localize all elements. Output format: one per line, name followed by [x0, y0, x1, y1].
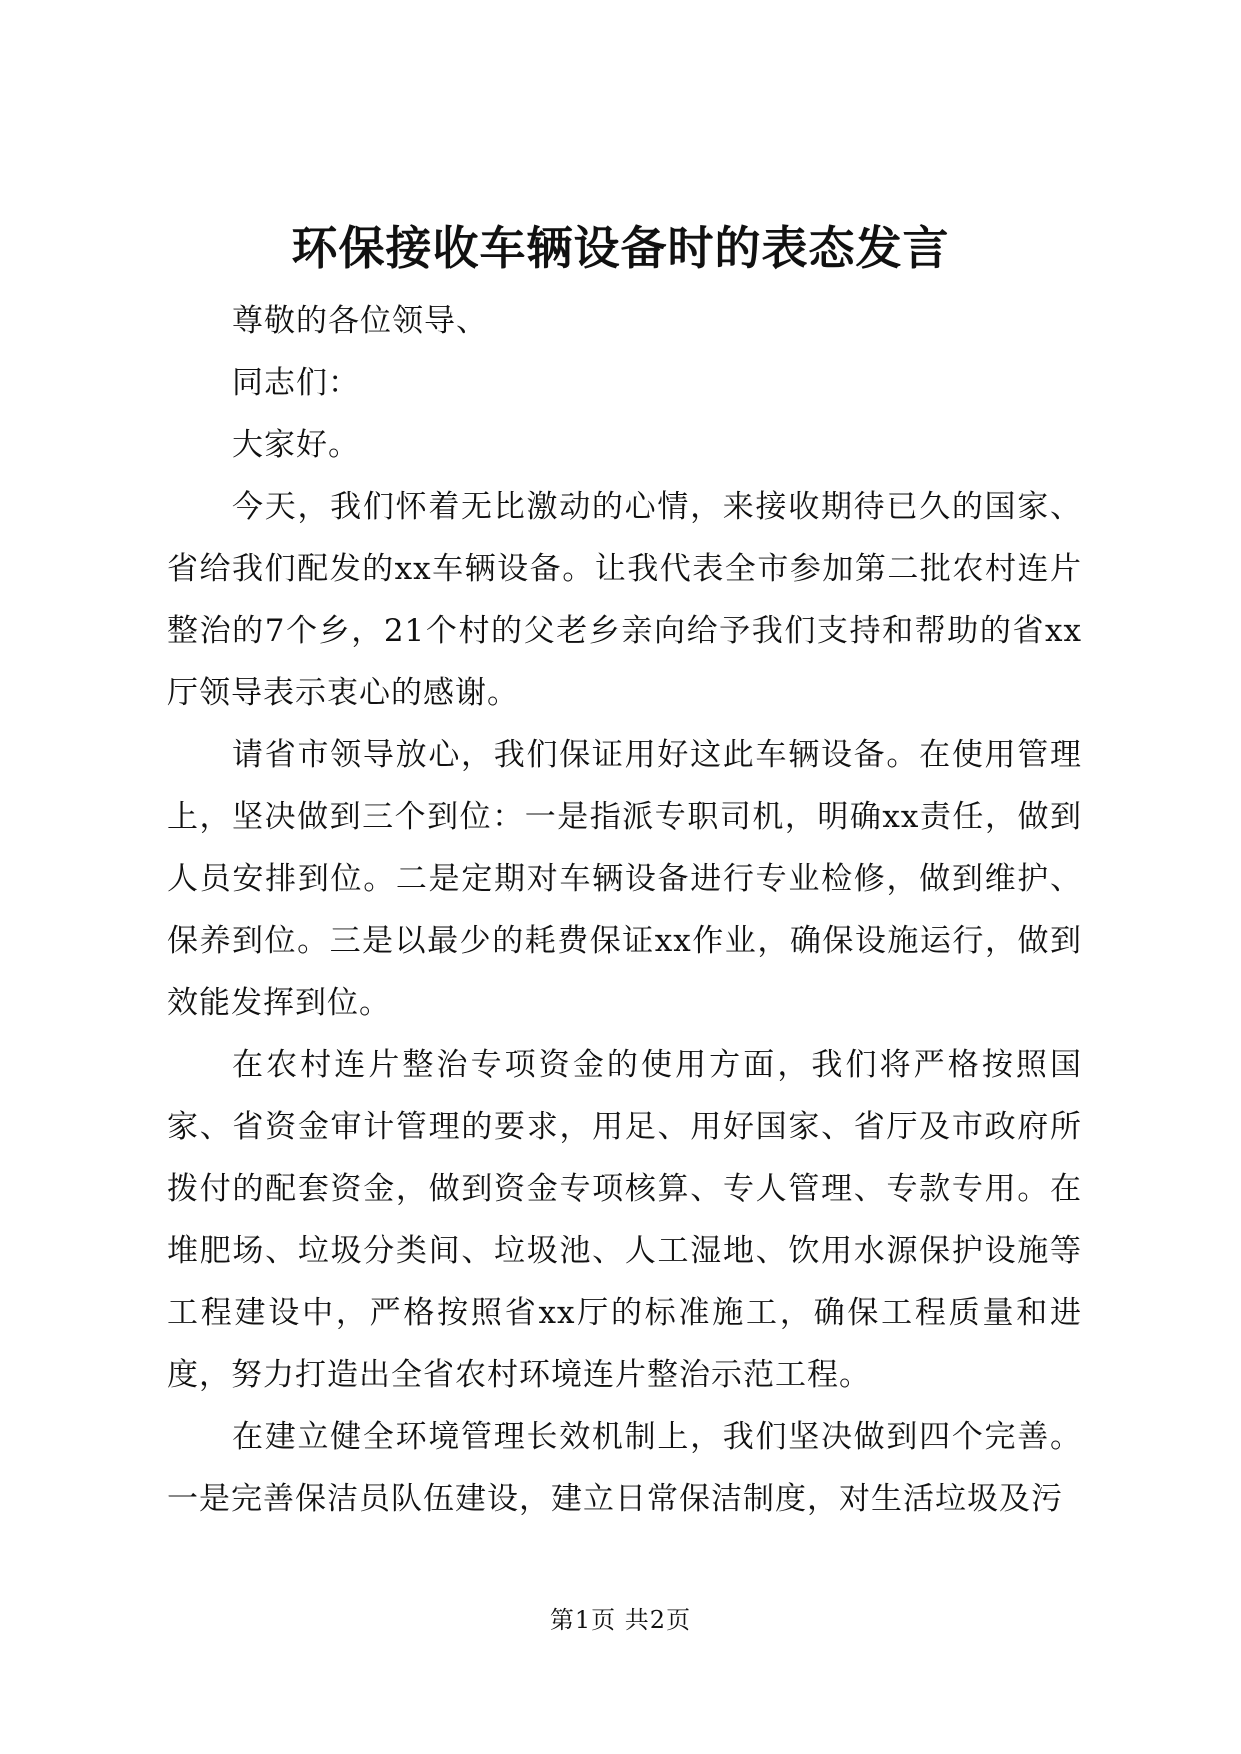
document-body: [167, 290, 1082, 1530]
greeting-line: 尊敬的各位领导、: [232, 303, 488, 339]
body-paragraph: 在建立健全环境管理长效机制上，我们坚决做到四个完善。一是完善保洁员队伍建设，建立日常保洁制度，对生活垃圾及污: [167, 1419, 1082, 1517]
greeting-line: 大家好。: [232, 427, 360, 463]
body-paragraph: 今天，我们怀着无比激动的心情，来接收期待已久的国家、省给我们配发的xx车辆设备。让我代表全市参加第二批农村连片整治的7个乡，21个村的父老乡亲向给予我们支持和帮助的省xx厅领导表示衷心的感谢。: [167, 489, 1082, 711]
body-paragraph: 在农村连片整治专项资金的使用方面，我们将严格按照国家、省资金审计管理的要求，用足、用好国家、省厅及市政府所拨付的配套资金，做到资金专项核算、专人管理、专款专用。在堆肥场、垃圾分类间、垃圾池、人工湿地、饮用水源保护设施等工程建设中，严格按照省xx厅的标准施工，确保工程质量和进度，努力打造出全省农村环境连片整治示范工程。: [167, 1047, 1082, 1393]
greeting-line: 同志们：: [232, 365, 360, 401]
document-title: 环保接收车辆设备时的表态发言: [291, 221, 950, 275]
page-footer: 第1页 共2页: [549, 1606, 692, 1634]
body-paragraph: 请省市领导放心，我们保证用好这此车辆设备。在使用管理上，坚决做到三个到位：一是指派专职司机，明确xx责任，做到人员安排到位。二是定期对车辆设备进行专业检修，做到维护、保养到位。三是以最少的耗费保证xx作业，确保设施运行，做到效能发挥到位。: [167, 737, 1082, 1021]
